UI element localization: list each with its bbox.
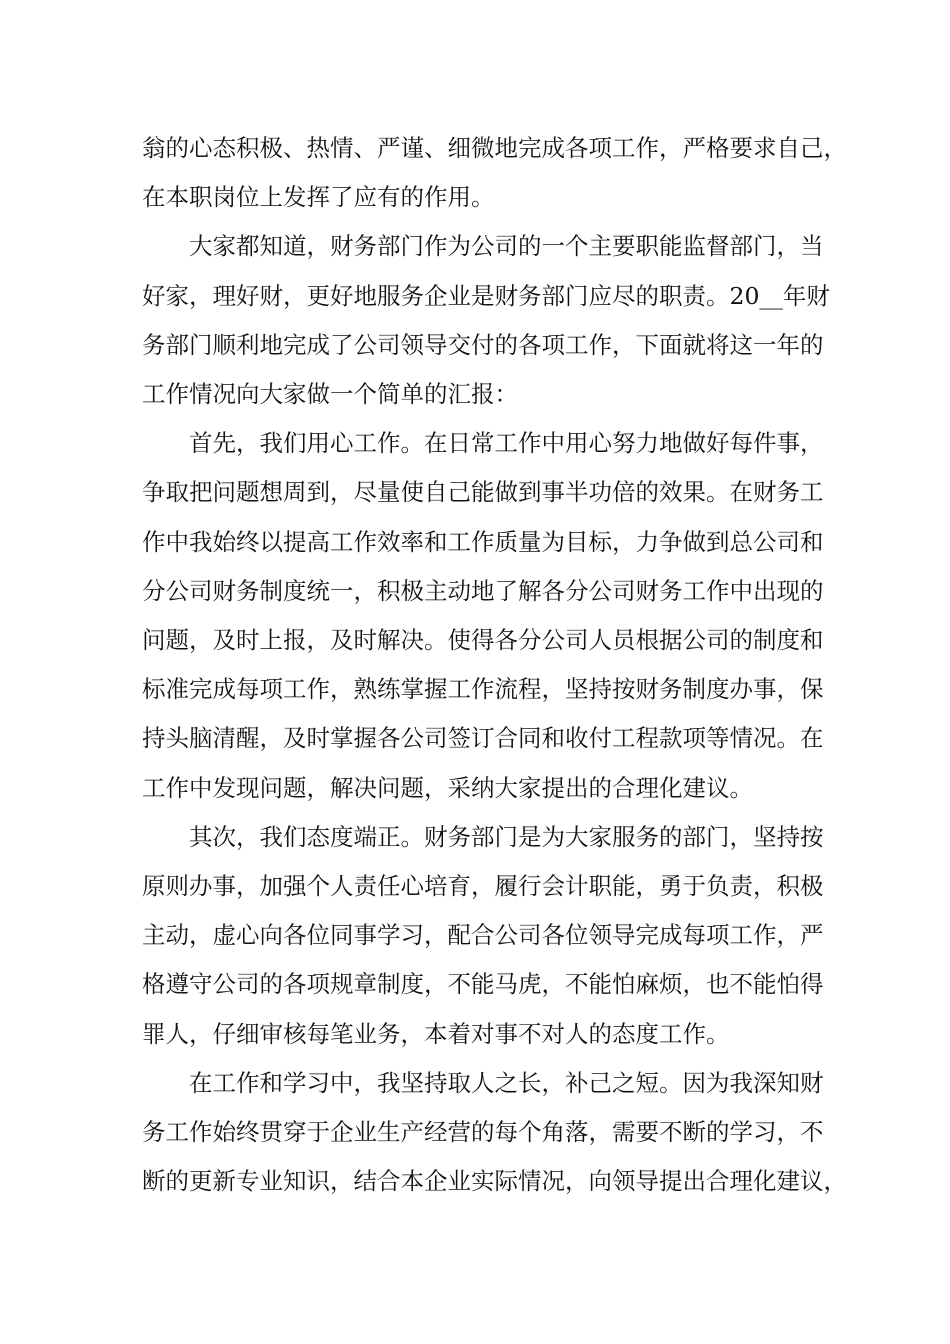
text-line: 问题，及时上报，及时解决。使得各分公司人员根据公司的制度和 xyxy=(142,626,824,655)
paragraph-1 xyxy=(142,124,847,222)
paragraph-4 xyxy=(142,813,824,1059)
text-line: 好家，理好财，更好地服务企业是财务部门应尽的职责。20__年财 xyxy=(142,281,830,310)
text-line: 持头脑清醒，及时掌握各公司签订合同和收付工程款项等情况。在 xyxy=(142,724,824,753)
text-line: 翁的心态积极、热情、严谨、细微地完成各项工作，严格要求自己， xyxy=(142,134,847,162)
paragraph-2 xyxy=(142,222,830,419)
text-line: 工作中发现问题，解决问题，采纳大家提出的合理化建议。 xyxy=(142,773,753,802)
text-line: 标准完成每项工作，熟练掌握工作流程，坚持按财务制度办事，保 xyxy=(142,675,824,704)
text-line: 务工作始终贯穿于企业生产经营的每个角落，需要不断的学习，不 xyxy=(142,1118,824,1147)
text-line: 工作情况向大家做一个简单的汇报： xyxy=(142,380,518,409)
paragraph-3 xyxy=(142,419,824,813)
text-line: 罪人，仔细审核每笔业务，本着对事不对人的态度工作。 xyxy=(142,1019,730,1048)
document-body xyxy=(142,124,847,1206)
text-line: 其次，我们态度端正。财务部门是为大家服务的部门，坚持按 xyxy=(189,822,824,851)
text-line: 务部门顺利地完成了公司领导交付的各项工作，下面就将这一年的 xyxy=(142,330,824,359)
text-line: 在工作和学习中，我坚持取人之长，补己之短。因为我深知财 xyxy=(189,1068,824,1097)
text-line: 在本职岗位上发挥了应有的作用。 xyxy=(142,183,495,212)
text-line: 格遵守公司的各项规章制度，不能马虎，不能怕麻烦，也不能怕得 xyxy=(142,970,824,999)
text-line: 原则办事，加强个人责任心培育，履行会计职能，勇于负责，积极 xyxy=(142,872,824,901)
text-line: 分公司财务制度统一，积极主动地了解各分公司财务工作中出现的 xyxy=(142,576,824,605)
text-line: 争取把问题想周到，尽量使自己能做到事半功倍的效果。在财务工 xyxy=(142,478,824,507)
text-line: 大家都知道，财务部门作为公司的一个主要职能监督部门，当 xyxy=(189,232,824,261)
paragraph-5 xyxy=(142,1059,847,1207)
text-line: 主动，虚心向各位同事学习，配合公司各位领导完成每项工作，严 xyxy=(142,921,824,950)
text-line: 断的更新专业知识，结合本企业实际情况，向领导提出合理化建议， xyxy=(142,1167,847,1196)
text-line: 作中我始终以提高工作效率和工作质量为目标，力争做到总公司和 xyxy=(142,527,824,556)
text-line: 首先，我们用心工作。在日常工作中用心努力地做好每件事， xyxy=(189,429,824,458)
